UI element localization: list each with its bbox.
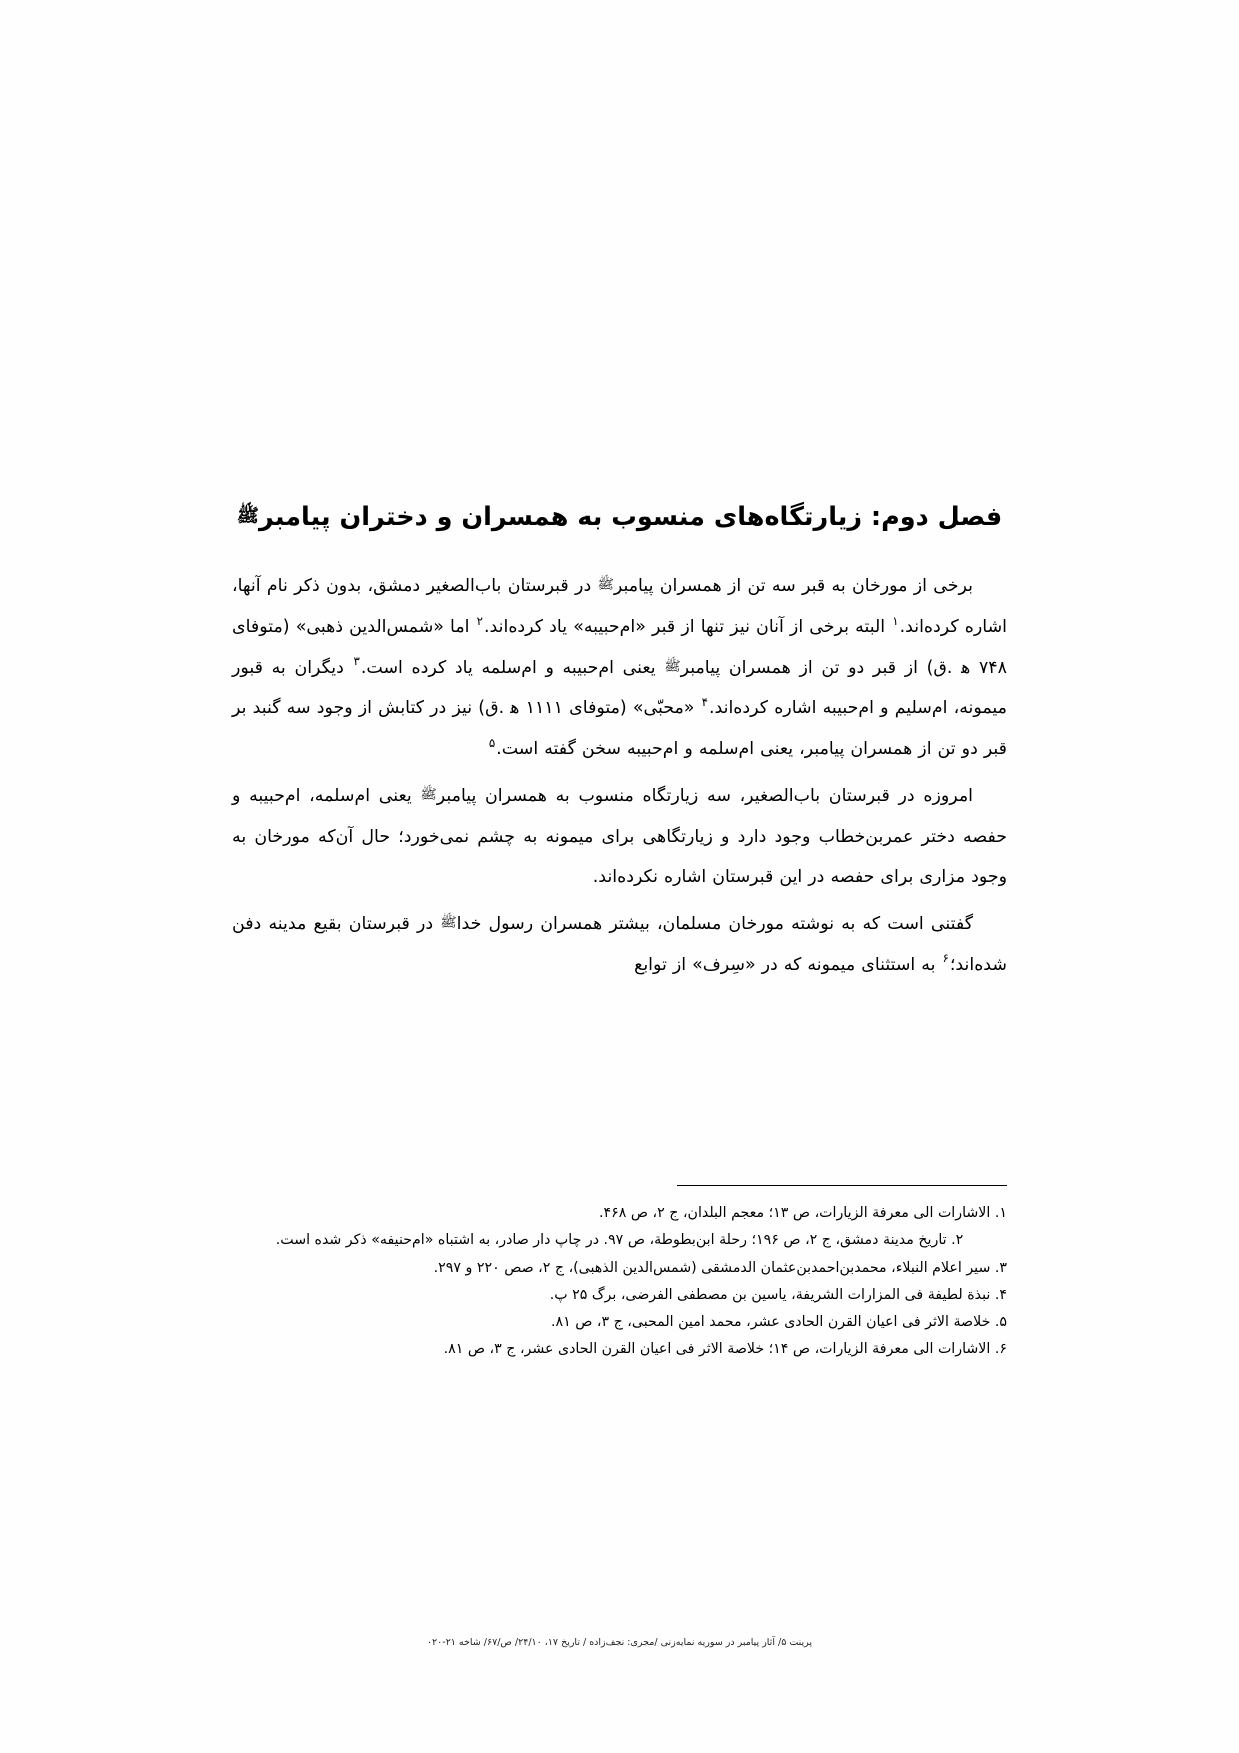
paragraph-1 — [232, 566, 1007, 770]
body-text-run: امروزه در قبرستان باب‌الصغیر، سه زیارتگاه منسوب به همسران پیامبر — [436, 785, 973, 806]
printer-footer-line: پرینت ۵/ آثار پیامبر در سوریه نمایه‌زنی /مجری: نجف‌زاده / تاریخ ۱۷، ۲۴/۱۰/ ص/۶۷/ شاخه ۲۱-۰۲۰ — [426, 1637, 813, 1648]
prophet-honorific-icon: ﷺ — [420, 786, 437, 803]
footnote-number: ۴. — [994, 1286, 1007, 1303]
footnote-text: سیر اعلام النبلاء، محمدبن‌احمدبن‌عثمان الدمشقی (شمس‌الدین الذهبی)، ج ۲، صص ۲۲۰ و ۲۹۷. — [433, 1259, 991, 1276]
footnote-number: ۳. — [994, 1259, 1007, 1276]
prophet-honorific-icon: ﷺ — [236, 505, 259, 527]
footnote-reference-marker[interactable]: ۳ — [353, 654, 360, 669]
footnote-reference-marker[interactable]: ۱ — [892, 613, 899, 628]
body-text-run: در قبرستان باب‌الصغیر دمشق، بدون ذکر نام آنها، اشاره کرده‌اند. — [232, 576, 1007, 637]
footnote-number: ۶. — [994, 1341, 1007, 1358]
footnote-text: نبذة لطیفة فی المزارات الشریفة، یاسین بن مصطفی الفرضی، برگ ۲۵ پ. — [549, 1286, 991, 1303]
footnote-item — [232, 1255, 1007, 1282]
body-text-run: البته برخی از آنان نیز تنها از قبر «ام‌حبیبه» یاد کرده‌اند. — [483, 616, 892, 637]
footnote-list — [232, 1200, 1007, 1364]
body-text-run: در قبرستان بقیع مدینه دفن شده‌اند؛ — [232, 914, 1007, 975]
footnote-item — [232, 1336, 1007, 1363]
footnote-reference-marker[interactable]: ۵ — [488, 735, 496, 750]
body-text-run: «محبّی» (متوفای ۱۱۱۱ ه‍ .ق) نیز در کتابش از وجود سه گنبد بر قبر دو تن از همسران پیامبر، یعنی ام‌سلمه و ام‌حبیبه سخن گفته است. — [232, 698, 1007, 760]
body-text-run: اما «شمس‌الدین ذهبی» (متوفای ۷۴۸ ه‍ .ق) از قبر دو تن از همسران پیامبر — [232, 616, 1007, 678]
body-text-run: به استثنای میمونه که در «سِرف» از توابع — [634, 954, 942, 975]
footnote-number: ۵. — [994, 1314, 1007, 1331]
page-content — [232, 498, 1007, 991]
footnote-reference-marker[interactable]: ۴ — [701, 695, 708, 710]
footnote-number: ۲. — [951, 1232, 964, 1249]
footnote-text: الاشارات الی معرفة الزیارات، ص ۱۳؛ معجم البلدان، ج ۲، ص ۴۶۸. — [598, 1205, 991, 1221]
prophet-honorific-icon: ﷺ — [597, 576, 614, 593]
chapter-title-text: فصل دوم: زیارتگاه‌های منسوب به همسران و دختران پیامبر — [258, 502, 1003, 532]
body-text-run: برخی از مورخان به قبر سه تن از همسران پیامبر — [613, 576, 973, 597]
footnote-text: تاریخ مدینة دمشق، ج ۲، ص ۱۹۶؛ رحلة ابن‌بطوطة، ص ۹۷. در چاپ دار صادر، به اشتباه «ام‌حنیفه» ذکر شده است. — [275, 1232, 947, 1249]
printer-footer — [0, 1636, 1239, 1650]
footnote-reference-marker[interactable]: ۶ — [942, 951, 949, 966]
footnote-reference-marker[interactable]: ۲ — [476, 613, 483, 628]
footnote-item — [232, 1282, 1007, 1309]
footnote-number: ۱. — [994, 1205, 1007, 1221]
footnote-text: الاشارات الی معرفة الزیارات، ص ۱۴؛ خلاصة الاثر فی اعیان القرن الحادی عشر، ج ۳، ص ۸۱. — [443, 1341, 991, 1358]
body-text-run: دیگران به قبور میمونه، ام‌سلیم و ام‌حبیبه اشاره کرده‌اند. — [232, 657, 1007, 719]
prophet-honorific-icon: ﷺ — [440, 914, 457, 931]
footnote-separator-rule — [677, 1185, 1007, 1186]
footnote-item — [232, 1309, 1007, 1336]
page-title — [232, 498, 1007, 536]
footnote-text: خلاصة الاثر فی اعیان القرن الحادی عشر، محمد امین المحبی، ج ۳، ص ۸۱. — [550, 1314, 991, 1331]
footnote-item — [232, 1200, 1007, 1227]
prophet-honorific-icon: ﷺ — [664, 658, 681, 675]
body-text-run: گفتنی است که به نوشته مورخان مسلمان، بیشتر همسران رسول خدا — [456, 914, 973, 934]
body-text — [232, 566, 1007, 985]
footnote-item — [232, 1227, 1007, 1254]
body-text-run: یعنی ام‌حبیبه و ام‌سلمه یاد کرده است. — [360, 657, 665, 678]
body-text-run: یعنی ام‌سلمه، ام‌حبیبه و حفصه دختر عمربن‌خطاب وجود دارد و زیارتگاهی برای میمونه به چشم نمی‌خورد؛ حال آن‌که مورخان به وجود مزاری برای حفصه در این قبرستان اشاره نکرده‌اند. — [232, 785, 1007, 888]
paragraph-3 — [232, 904, 1007, 985]
paragraph-2 — [232, 776, 1007, 898]
